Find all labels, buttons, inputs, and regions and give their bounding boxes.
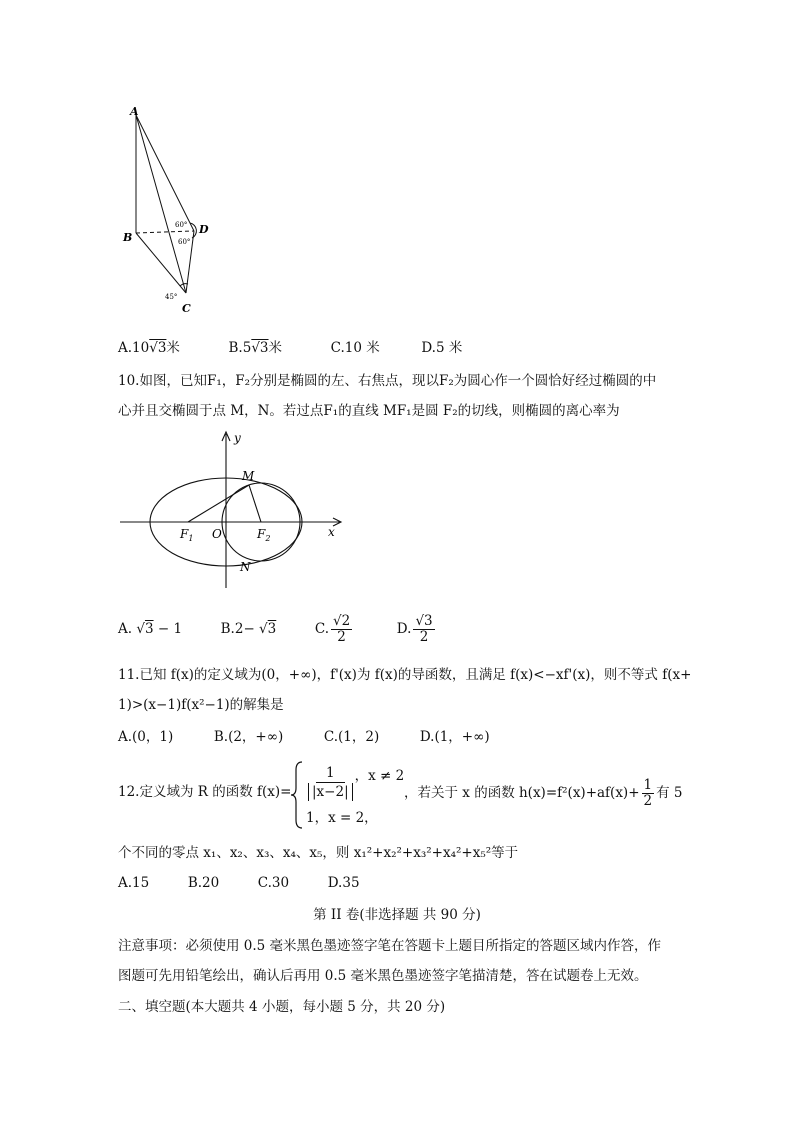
- q10-option-c: C. $\frac{√2}{2}$: [314, 613, 351, 645]
- q12-case1-den: |x−2|: [308, 783, 353, 801]
- q10-option-d: D. $\frac{√3}{2}$: [396, 613, 433, 645]
- q9-option-d: D.5 米: [421, 340, 463, 356]
- q11-option-a: A.(0，1): [118, 729, 174, 745]
- label-D: D: [199, 223, 209, 236]
- section-note-line2: 图题可先用铅笔绘出，确认后再用 0.5 毫米黑色墨迹签字笔描清楚，答在试题卷上无效。: [118, 968, 648, 984]
- q10-option-b: B.2− √3: [220, 621, 277, 637]
- q12-mid: ，若关于 x 的函数 h(x)=f²(x)+af(x)+ $\frac{1}{2}$ 有 5: [404, 777, 683, 809]
- angle-label-60-upper: 60°: [175, 221, 188, 229]
- q12-option-c: C.30: [257, 875, 290, 891]
- q12-brace-icon: [290, 760, 304, 830]
- q12-case2: 1，x = 2，: [306, 810, 378, 826]
- label-A: A: [130, 105, 139, 118]
- q11-option-c: C.(1，2): [323, 729, 380, 745]
- q11-option-b: B.(2，+∞): [213, 729, 284, 745]
- label-n: N: [240, 560, 251, 574]
- label-f2: $F_2$: [257, 527, 271, 543]
- q12-option-b: B.20: [187, 875, 220, 891]
- q9-option-a: A.10√3米: [118, 340, 180, 356]
- part2-heading: 二、填空题(本大题共 4 小题，每小题 5 分，共 20 分): [118, 999, 446, 1015]
- edge-AD: [136, 115, 194, 231]
- section-title: 第 II 卷(非选择题 共 90 分): [313, 907, 481, 923]
- q10-ellipse-figure: [118, 428, 353, 590]
- q10-option-a: A. √3 − 1: [118, 621, 183, 637]
- q11-text-line2: 1)>(x−1)f(x²−1)的解集是: [118, 697, 284, 713]
- q10-text-line1: 10.如图，已知F₁，F₂分别是椭圆的左、右焦点，现以F₂为圆心作一个圆恰好经过椭圆的中: [118, 373, 657, 389]
- q12-prefix: 12.定义域为 R 的函数 f(x)=: [118, 784, 292, 800]
- label-m: M: [242, 469, 255, 483]
- q11-options: [118, 727, 490, 747]
- q11-text-line1: 11.已知 f(x)的定义域为(0，+∞)，f'(x)为 f(x)的导函数，且满足 f(x)<−xf'(x)，则不等式 f(x+: [118, 667, 692, 683]
- q10-text-line2: 心并且交椭圆于点 M，N。若过点F₁的直线 MF₁是圆 F₂的切线，则椭圆的离心率为: [118, 403, 620, 419]
- edge-AC: [136, 115, 186, 293]
- q12-option-a: A.15: [118, 875, 150, 891]
- q12-options: [118, 873, 360, 893]
- angle-label-60-lower: 60°: [178, 238, 191, 246]
- q12-text-line2: 个不同的零点 x₁、x₂、x₃、x₄、x₅，则 x₁²+x₂²+x₃²+x₄²+x₅²等于: [118, 845, 519, 861]
- label-f1: $F_1$: [180, 527, 194, 543]
- label-x: x: [328, 525, 335, 539]
- angle-label-45: 45°: [165, 293, 178, 301]
- edge-BD-dashed: [136, 231, 194, 233]
- tangent-mf1: [188, 485, 249, 522]
- segment-mf2: [249, 485, 261, 522]
- label-o: O: [212, 527, 222, 541]
- q12-case1: $\frac{1}{|x-2|}$ ，x ≠ 2: [306, 764, 404, 801]
- q12-option-d: D.35: [327, 875, 360, 891]
- q11-option-d: D.(1，+∞): [419, 729, 490, 745]
- q9-option-c: C.10 米: [330, 340, 380, 356]
- section-note-line1: 注意事项：必须使用 0.5 毫米黑色墨迹签字笔在答题卡上题目所指定的答题区域内作答，作: [118, 938, 662, 954]
- q9-option-b: B.5√3米: [228, 340, 283, 356]
- label-y: y: [234, 431, 241, 445]
- label-B: B: [123, 231, 133, 244]
- q9-tetrahedron-figure: [112, 100, 222, 320]
- label-C: C: [182, 302, 191, 315]
- q10-options: [118, 612, 437, 646]
- q9-options: [118, 338, 462, 358]
